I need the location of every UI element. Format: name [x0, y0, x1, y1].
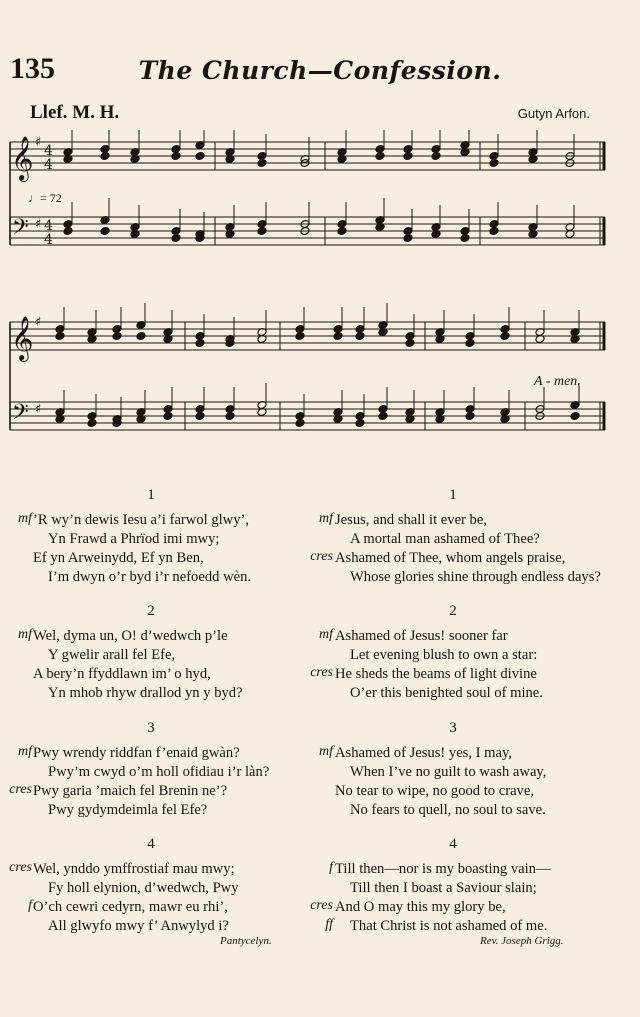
- verse-line: Yn Frawd a Phrïod imi mwy;: [48, 531, 220, 547]
- dynamic-marking: ff: [325, 917, 333, 932]
- dynamic-marking: cres: [310, 898, 333, 913]
- note-head: [112, 332, 122, 341]
- dynamic-marking: cres: [9, 782, 32, 797]
- note-head: [570, 412, 580, 421]
- verse-line: Whose glories shine through endless days?: [350, 569, 601, 585]
- dynamic-marking: cres: [310, 549, 333, 564]
- note-head: [195, 339, 205, 348]
- note-head: [163, 412, 173, 421]
- note-head: [405, 339, 415, 348]
- verse-number: 2: [449, 603, 457, 619]
- verse-line: Ef yn Arweinydd, Ef yn Ben,: [33, 550, 204, 566]
- note-head: [375, 152, 385, 161]
- verse-line: Ashamed of Jesus! sooner far: [335, 628, 508, 644]
- verse-number: 1: [449, 487, 457, 503]
- note-head: [257, 227, 267, 236]
- verse-line: Pwy’m cwyd o’m holl ofidiau i’r làn?: [48, 764, 270, 780]
- note-head: [489, 159, 499, 168]
- verse-line: Wel, ynddo ymffrostiaf mau mwy;: [33, 861, 235, 877]
- note-head: [465, 339, 475, 348]
- note-head: [100, 227, 110, 236]
- verse-line: O’ch cewri cedyrn, mawr eu rhi’,: [33, 899, 228, 915]
- verse-line: No tear to wipe, no good to crave,: [335, 783, 534, 799]
- note-head: [403, 152, 413, 161]
- verse-line: He sheds the beams of light divine: [335, 666, 537, 682]
- verse-line: All glwyfo mwy f’ Anwylyd i?: [48, 918, 229, 934]
- tune-name: Llef. M. H.: [30, 102, 120, 123]
- note-head: [257, 159, 267, 168]
- note-head: [489, 227, 499, 236]
- verse-line: A bery’n ffyddlawn im’ o hyd,: [33, 666, 211, 682]
- verse-line: Yn mhob rhyw drallod yn y byd?: [48, 685, 243, 701]
- key-signature-sharp-icon: ♯: [35, 135, 42, 150]
- dynamic-marking: mf: [18, 627, 32, 642]
- verse-line: Pwy wrendy riddfan f’enaid gwàn?: [33, 745, 240, 761]
- key-signature-sharp-icon: ♯: [35, 217, 42, 232]
- verse-line: When I’ve no guilt to wash away,: [350, 764, 547, 780]
- note-head: [225, 412, 235, 421]
- note-head: [337, 227, 347, 236]
- note-head: [295, 332, 305, 341]
- verse-line: Pwy garia ’maich fel Brenin ne’?: [33, 783, 228, 799]
- treble-clef-icon: 𝄞: [11, 136, 34, 180]
- verse-line: And O may this my glory be,: [335, 899, 506, 915]
- amen-lyric: A - men.: [534, 374, 581, 389]
- note-head: [171, 152, 181, 161]
- dynamic-marking: cres: [9, 860, 32, 875]
- time-signature: 4: [44, 232, 53, 248]
- verse-line: Fy holl elynion, d’wedwch, Pwy: [48, 880, 239, 896]
- composer-credit: Gutyn Arfon.: [517, 106, 590, 121]
- verse-line: Ashamed of Jesus! yes, I may,: [335, 745, 512, 761]
- note-head: [403, 234, 413, 243]
- verse-line: I’m dwyn o’r byd i’r nefoedd wèn.: [48, 569, 252, 585]
- verse-line: Ashamed of Thee, whom angels praise,: [335, 550, 566, 566]
- note-head: [500, 332, 510, 341]
- note-head: [355, 332, 365, 341]
- time-signature: 4: [44, 157, 53, 173]
- verse-number: 3: [147, 720, 155, 736]
- note-head: [171, 234, 181, 243]
- verse-number: 3: [449, 720, 457, 736]
- dynamic-marking: f: [28, 898, 32, 913]
- verse-line: Let evening blush to own a star:: [350, 647, 538, 663]
- note-head: [465, 412, 475, 421]
- verse-line: Wel, dyma un, O! d’wedwch p’le: [33, 628, 228, 644]
- dynamic-marking: cres: [310, 665, 333, 680]
- note-head: [55, 332, 65, 341]
- verse-number: 1: [147, 487, 155, 503]
- verse-line: No fears to quell, no soul to save.: [350, 802, 546, 818]
- note-head: [431, 152, 441, 161]
- hymn-number: 135: [10, 52, 55, 85]
- verse-line: O’er this benighted soul of mine.: [350, 685, 543, 701]
- dynamic-marking: f: [329, 860, 333, 875]
- verse-line: Till then—nor is my boasting vain—: [335, 861, 551, 877]
- note-head: [460, 234, 470, 243]
- verse-line: A mortal man ashamed of Thee?: [350, 531, 540, 547]
- page-title: The Church—Confession.: [138, 56, 502, 85]
- note-head: [355, 419, 365, 428]
- verse-line: ’R wy’n dewis Iesu a’i farwol glwy’,: [33, 512, 250, 528]
- quarter-note-icon: ♩: [28, 191, 40, 205]
- english-author: Rev. Joseph Grigg.: [480, 935, 564, 947]
- verse-line: Y gwelir arall fel Efe,: [48, 647, 176, 663]
- verse-number: 4: [449, 836, 457, 852]
- note-head: [195, 412, 205, 421]
- verse-line: That Christ is not ashamed of me.: [350, 918, 548, 934]
- dynamic-marking: mf: [319, 627, 333, 642]
- note-head: [136, 332, 146, 341]
- bass-clef-icon: 𝄢: [12, 215, 29, 245]
- key-signature-sharp-icon: ♯: [35, 315, 42, 330]
- note-head: [63, 227, 73, 236]
- verse-line: Pwy gydymdeimla fel Efe?: [48, 802, 208, 818]
- verse-number: 2: [147, 603, 155, 619]
- dynamic-marking: mf: [18, 511, 32, 526]
- key-signature-sharp-icon: ♯: [35, 402, 42, 417]
- verse-line: Jesus, and shall it ever be,: [335, 512, 487, 528]
- note-head: [87, 419, 97, 428]
- tempo-marking: [28, 191, 62, 206]
- welsh-author: Pantycelyn.: [220, 935, 272, 947]
- dynamic-marking: mf: [18, 744, 32, 759]
- note-head: [333, 332, 343, 341]
- dynamic-marking: mf: [319, 744, 333, 759]
- time-signature: 4: [44, 218, 53, 234]
- time-signature: 4: [44, 143, 53, 159]
- note-head: [195, 152, 205, 161]
- verse-line: Till then I boast a Saviour slain;: [350, 880, 537, 896]
- note-head: [378, 412, 388, 421]
- tempo-value: = 72: [40, 191, 62, 205]
- bass-clef-icon: 𝄢: [12, 400, 29, 430]
- dynamic-marking: mf: [319, 511, 333, 526]
- music-score: [0, 130, 640, 470]
- treble-clef-icon: 𝄞: [11, 316, 34, 360]
- note-head: [295, 419, 305, 428]
- note-head: [100, 152, 110, 161]
- verse-number: 4: [147, 836, 155, 852]
